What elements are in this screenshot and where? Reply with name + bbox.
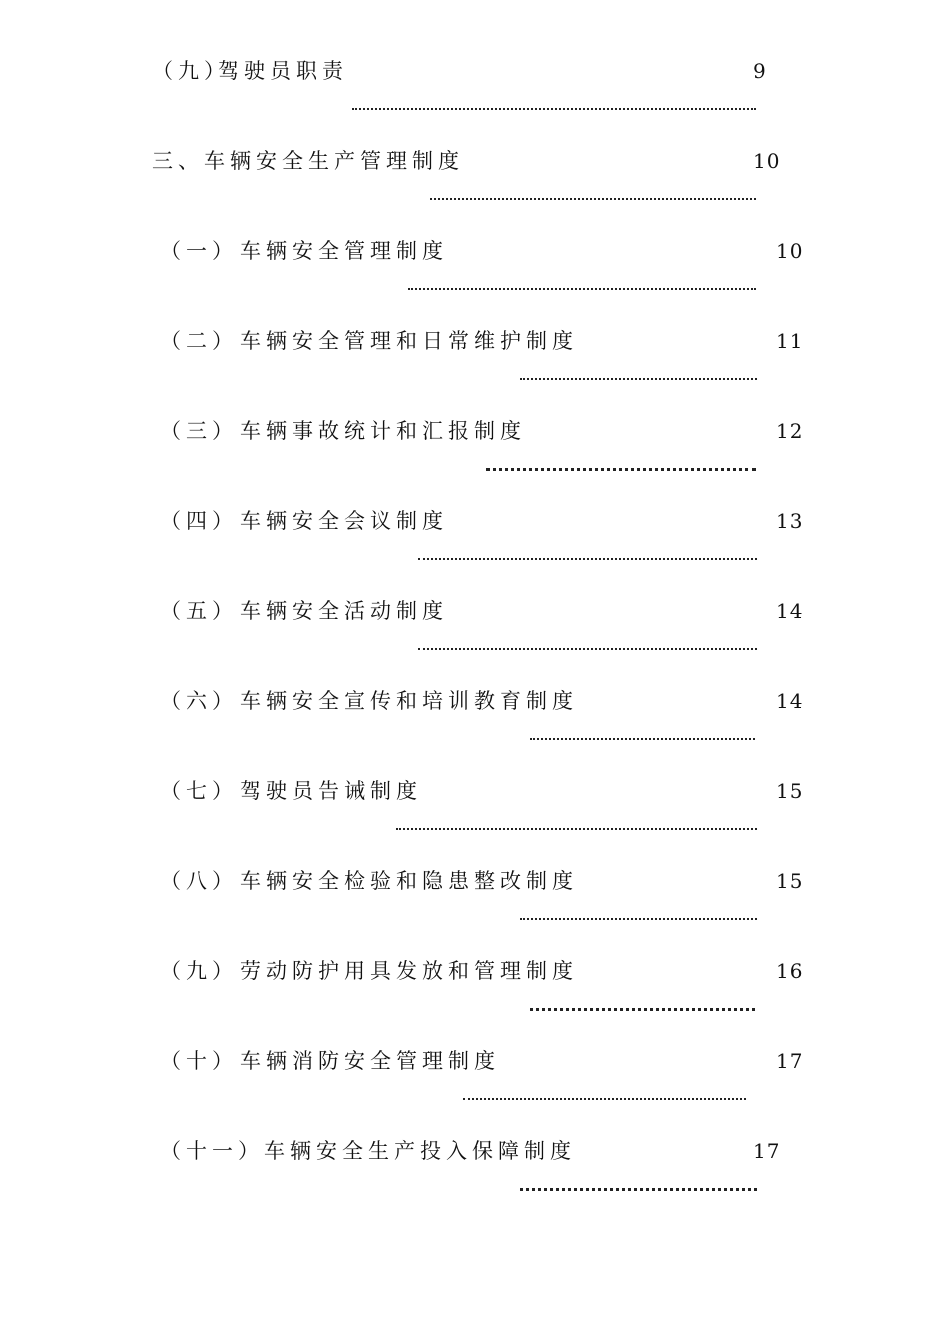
toc-entry-page-number: 15 [776, 779, 804, 803]
toc-entry-title: （十一）车辆安全生产投入保障制度 [160, 1139, 576, 1163]
toc-entry-number: （九） [152, 59, 230, 83]
toc-entry-number: （五） [160, 599, 238, 623]
toc-entry[interactable] [0, 236, 950, 326]
toc-entry-title: 三、车辆安全生产管理制度 [152, 149, 464, 173]
toc-entry-page-number: 15 [776, 869, 804, 893]
toc-entry-number: （一） [160, 239, 238, 263]
toc-entry[interactable] [0, 776, 950, 866]
toc-leader-dots [520, 918, 757, 920]
toc-leader-dots [352, 108, 756, 110]
toc-leader-dots [418, 558, 757, 560]
toc-entry-number: （九） [160, 959, 238, 983]
toc-entry[interactable] [0, 506, 950, 596]
toc-entry-title: 车辆安全管理制度 [240, 239, 448, 263]
toc-entry[interactable] [0, 596, 950, 686]
toc-entry[interactable] [0, 1136, 950, 1226]
toc-entry-number: （二） [160, 329, 238, 353]
toc-entry-page-number: 13 [776, 509, 804, 533]
toc-entry-page-number: 14 [776, 599, 804, 623]
toc-entry[interactable] [0, 326, 950, 416]
toc-entry[interactable] [0, 56, 950, 146]
toc-leader-dots [418, 648, 757, 650]
toc-entry-number: （四） [160, 509, 238, 533]
toc-leader-dots [520, 378, 757, 380]
toc-leader-dots [520, 1188, 757, 1191]
toc-leader-dots [486, 468, 756, 471]
toc-entry[interactable] [0, 686, 950, 776]
toc-entry-page-number: 14 [776, 689, 804, 713]
toc-entry-title: 车辆安全会议制度 [240, 509, 448, 533]
toc-leader-dots [408, 288, 756, 290]
toc-entry-title: 车辆安全宣传和培训教育制度 [240, 689, 578, 713]
toc-leader-dots [430, 198, 756, 200]
toc-leader-dots [396, 828, 757, 830]
toc-entry[interactable] [0, 1046, 950, 1136]
toc-entry-title: 劳动防护用具发放和管理制度 [240, 959, 578, 983]
toc-entry-title: 驾驶员职责 [218, 59, 348, 83]
toc-entry-number: （十） [160, 1049, 238, 1073]
toc-entry-page-number: 10 [753, 149, 781, 173]
toc-entry-page-number: 9 [753, 59, 767, 83]
toc-entry-number: （六） [160, 689, 238, 713]
toc-entry-number: （七） [160, 779, 238, 803]
toc-entry[interactable] [0, 866, 950, 956]
toc-entry-page-number: 16 [776, 959, 804, 983]
toc-entry-number: （八） [160, 869, 238, 893]
toc-entry-page-number: 12 [776, 419, 804, 443]
toc-entry-title: 车辆安全管理和日常维护制度 [240, 329, 578, 353]
toc-leader-dots [530, 738, 755, 740]
toc-entry-title: 车辆消防安全管理制度 [240, 1049, 500, 1073]
toc-entry[interactable] [0, 416, 950, 506]
toc-entry[interactable] [0, 146, 950, 236]
toc-entry-title: 驾驶员告诫制度 [240, 779, 422, 803]
toc-entry-title: 车辆安全活动制度 [240, 599, 448, 623]
toc-entry[interactable] [0, 956, 950, 1046]
toc-leader-dots [530, 1008, 755, 1011]
toc-entry-page-number: 11 [776, 329, 804, 353]
toc-leader-dots [463, 1098, 746, 1100]
toc-entry-page-number: 17 [753, 1139, 781, 1163]
toc-entry-page-number: 17 [776, 1049, 804, 1073]
toc-entry-number: （三） [160, 419, 238, 443]
toc-entry-page-number: 10 [776, 239, 804, 263]
toc-entry-title: 车辆安全检验和隐患整改制度 [240, 869, 578, 893]
toc-entry-title: 车辆事故统计和汇报制度 [240, 419, 526, 443]
